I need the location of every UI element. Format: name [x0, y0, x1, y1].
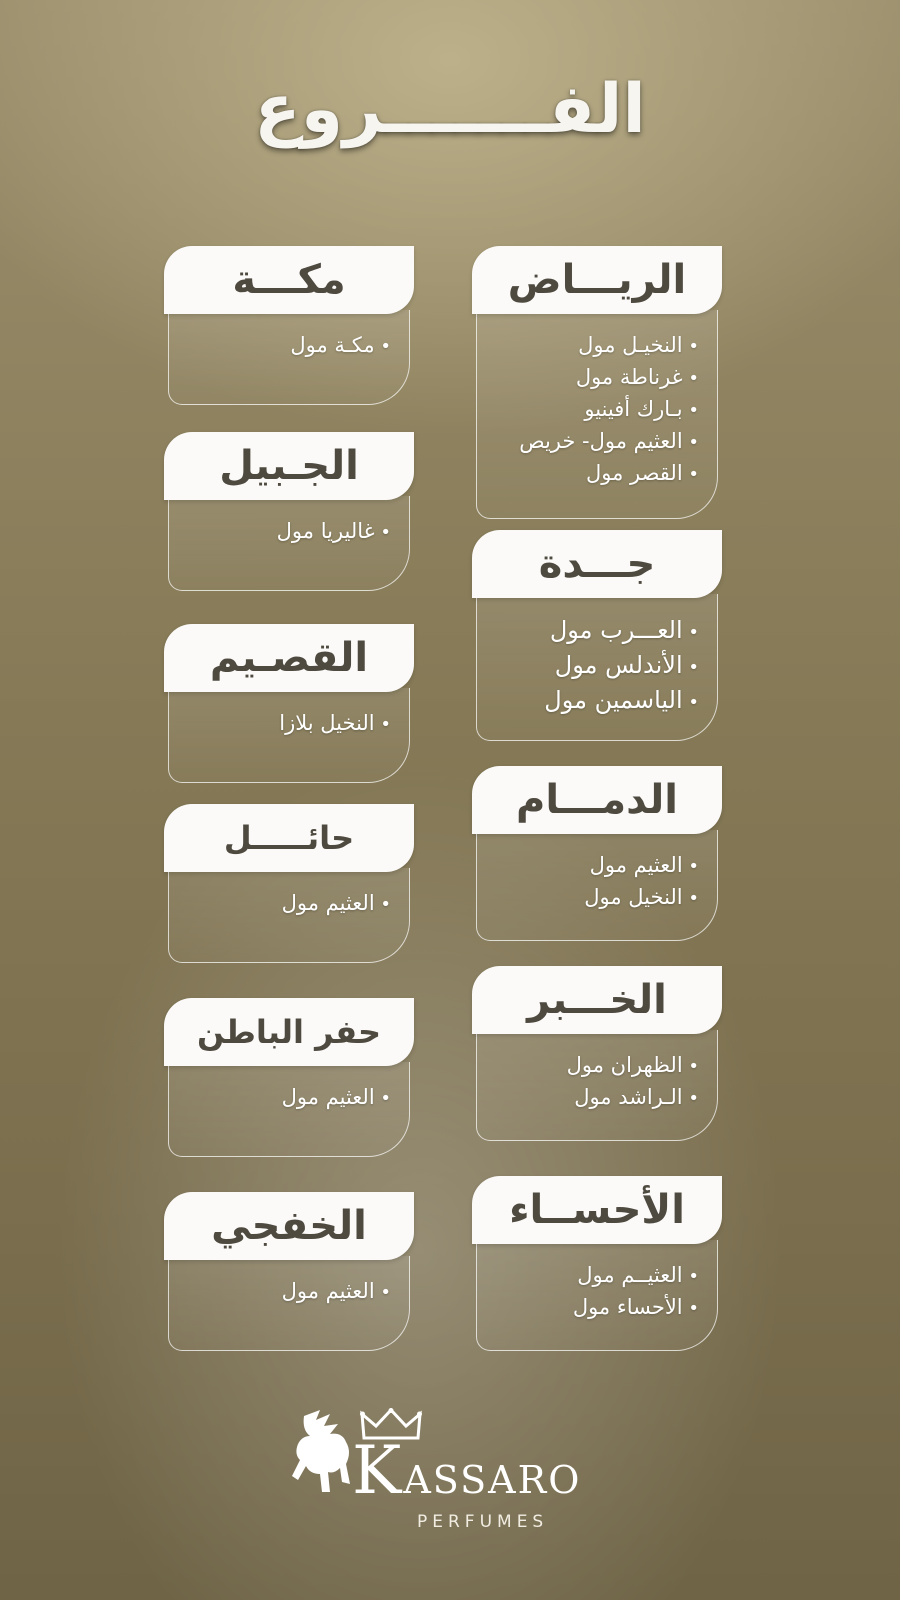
branch-city: الجـبيل	[219, 443, 359, 489]
branch-card-dammam	[472, 766, 722, 941]
branch-header	[472, 766, 722, 834]
branch-list	[168, 1062, 410, 1157]
branch-header	[164, 246, 414, 314]
branch-city: الخفجي	[211, 1203, 367, 1249]
branch-list	[168, 868, 410, 963]
list-item: • العثيم مول	[183, 1276, 391, 1308]
branch-city: الريـــاض	[507, 257, 687, 303]
list-item: • النخيـل مول	[491, 330, 699, 362]
branch-header	[472, 530, 722, 598]
list-item: • العثيم مول- خريص	[491, 426, 699, 458]
horse-icon	[290, 1408, 360, 1498]
list-item: • النخيل مول	[491, 882, 699, 914]
branch-list	[476, 310, 718, 519]
brand-logo	[290, 1408, 620, 1532]
branch-city: الأحســاء	[509, 1187, 685, 1233]
list-item: • الأندلس مول	[491, 649, 699, 684]
branch-list	[168, 310, 410, 405]
branch-header	[164, 432, 414, 500]
branch-city: مكـــة	[232, 257, 346, 303]
branch-city: القصـيم	[209, 635, 369, 681]
branch-list	[168, 1256, 410, 1351]
branch-header	[472, 966, 722, 1034]
branch-card-hafr-albatin	[164, 998, 414, 1157]
brand-name: KASSARO	[352, 1432, 582, 1509]
branch-card-jubail	[164, 432, 414, 591]
branch-card-riyadh	[472, 246, 722, 519]
branch-header	[164, 804, 414, 872]
branch-header	[164, 998, 414, 1066]
branch-list	[476, 1030, 718, 1141]
list-item: • العثيم مول	[491, 850, 699, 882]
list-item: • الأحساء مول	[491, 1292, 699, 1324]
branch-card-khafji	[164, 1192, 414, 1351]
branch-list	[476, 830, 718, 941]
list-item: • العثيم مول	[183, 888, 391, 920]
list-item: • العـــرب مول	[491, 614, 699, 649]
branch-list	[476, 594, 718, 741]
branch-city: جـــدة	[538, 541, 656, 587]
branch-city: الخـــبر	[527, 977, 667, 1023]
branch-card-qassim	[164, 624, 414, 783]
list-item: • القصر مول	[491, 458, 699, 490]
branch-header	[164, 624, 414, 692]
list-item: • مكـة مول	[183, 330, 391, 362]
list-item: • الياسمين مول	[491, 684, 699, 719]
branch-city: حائـــــل	[223, 819, 355, 857]
branch-header	[472, 246, 722, 314]
branch-card-ahsa	[472, 1176, 722, 1351]
list-item: • الـراشد مول	[491, 1082, 699, 1114]
branch-list	[168, 496, 410, 591]
branch-card-hail	[164, 804, 414, 963]
branch-card-khobar	[472, 966, 722, 1141]
list-item: • الظهران مول	[491, 1050, 699, 1082]
branch-card-makkah	[164, 246, 414, 405]
branch-city: حفر الباطن	[196, 1013, 382, 1051]
brand-subtitle: PERFUMES	[417, 1512, 549, 1532]
branch-list	[168, 688, 410, 783]
page-title: الفـــــــروع	[254, 70, 646, 149]
list-item: • العثيم مول	[183, 1082, 391, 1114]
list-item: • غرناطة مول	[491, 362, 699, 394]
list-item: • غاليريا مول	[183, 516, 391, 548]
branch-list	[476, 1240, 718, 1351]
branch-header	[164, 1192, 414, 1260]
list-item: • بـارك أفينيو	[491, 394, 699, 426]
list-item: • النخيل بلازا	[183, 708, 391, 740]
list-item: • العثيــم مول	[491, 1260, 699, 1292]
branch-header	[472, 1176, 722, 1244]
branch-city: الدمـــام	[516, 777, 678, 823]
branch-card-jeddah	[472, 530, 722, 741]
